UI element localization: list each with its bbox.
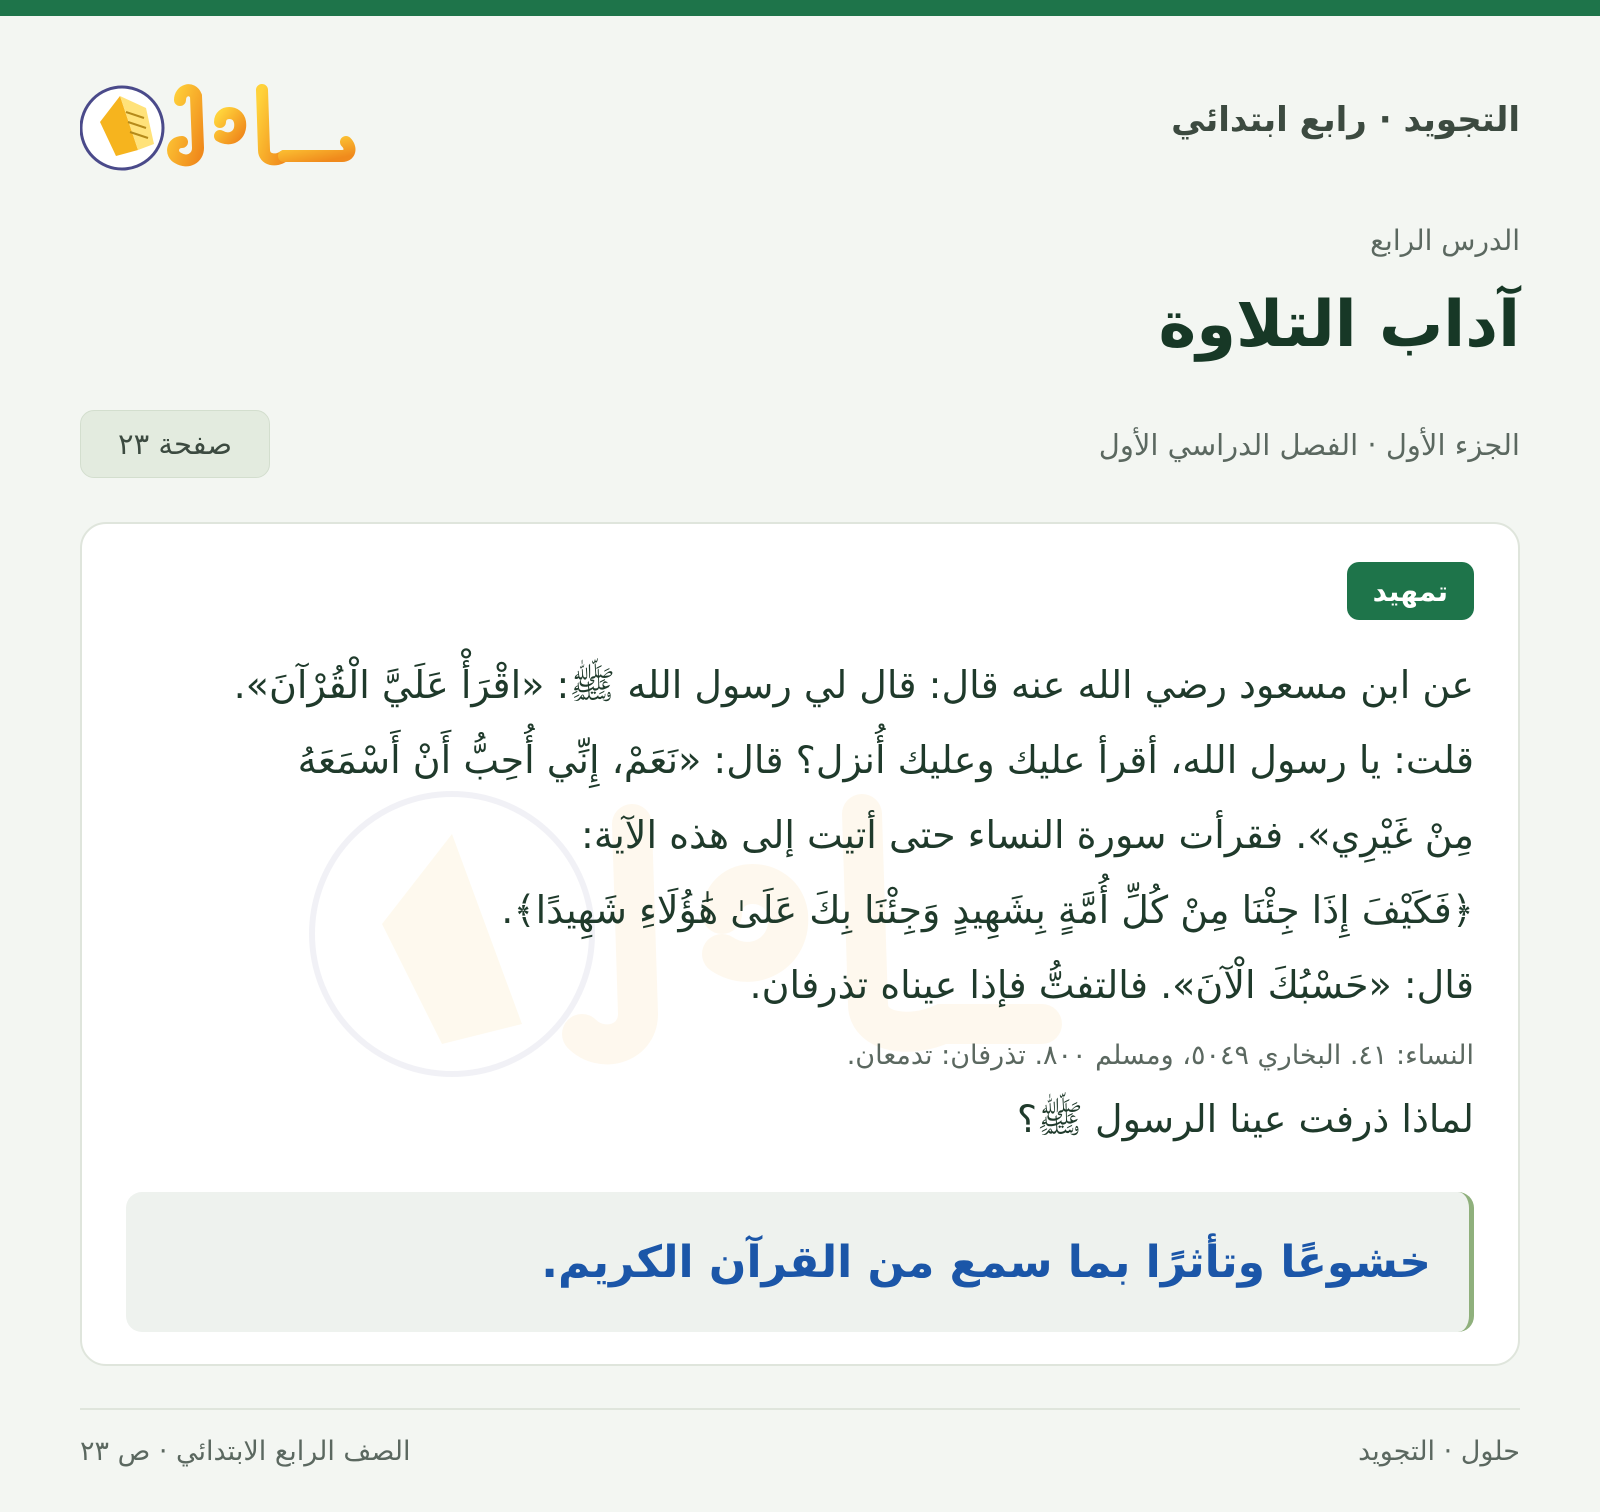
hulool-logo[interactable] — [80, 72, 360, 182]
story-line: قال: «حَسْبُكَ الْآنَ». فالتفتُّ فإذا عيناه تذرفان. — [749, 963, 1474, 1007]
answer-text: خشوعًا وتأثرًا بما سمع من القرآن الكريم. — [541, 1236, 1431, 1288]
lesson-card — [80, 522, 1520, 1366]
book-badge-icon — [80, 72, 360, 182]
lesson-meta: الجزء الأول · الفصل الدراسي الأول — [1098, 428, 1520, 462]
top-accent-bar — [0, 0, 1600, 16]
story-line: قلت: يا رسول الله، أقرأ عليك وعليك أُنزل؟ قال: «نَعَمْ، إِنِّي أُحِبُّ أَنْ أَسْمَعَهُ — [297, 738, 1474, 782]
quran-verse-line: ﴿فَكَيْفَ إِذَا جِئْنَا مِنْ كُلِّ أُمَّةٍ بِشَهِيدٍ وَجِئْنَا بِكَ عَلَىٰ هَٰؤُلَاءِ شَهِيدًا﴾. — [501, 888, 1474, 932]
lesson-number: الدرس الرابع — [1370, 224, 1520, 257]
subject-title: التجويد · رابع ابتدائي — [1171, 100, 1520, 140]
story-line: مِنْ غَيْرِي». فقرأت سورة النساء حتى أتيت إلى هذه الآية: — [581, 813, 1474, 857]
answer-box — [126, 1192, 1474, 1332]
question-text: لماذا ذرفت عينا الرسول ﷺ؟ — [1016, 1097, 1474, 1141]
story-line: عن ابن مسعود رضي الله عنه قال: قال لي رسول الله ﷺ: «اقْرَأْ عَلَيَّ الْقُرْآنَ». — [233, 663, 1474, 707]
lesson-title: آداب التلاوة — [1158, 288, 1520, 362]
footer-brand: حلول · التجويد — [1358, 1436, 1520, 1467]
footnote: النساء: ٤١. البخاري ٥٠٤٩، ومسلم ٨٠٠. تذرفان: تدمعان. — [846, 1040, 1474, 1071]
footer-divider — [80, 1408, 1520, 1410]
intro-tag: تمهيد — [1347, 562, 1474, 620]
page-number-badge: صفحة ٢٣ — [80, 410, 270, 478]
footer-page-info: الصف الرابع الابتدائي · ص ٢٣ — [80, 1436, 411, 1467]
hadith-story — [126, 648, 1474, 1023]
